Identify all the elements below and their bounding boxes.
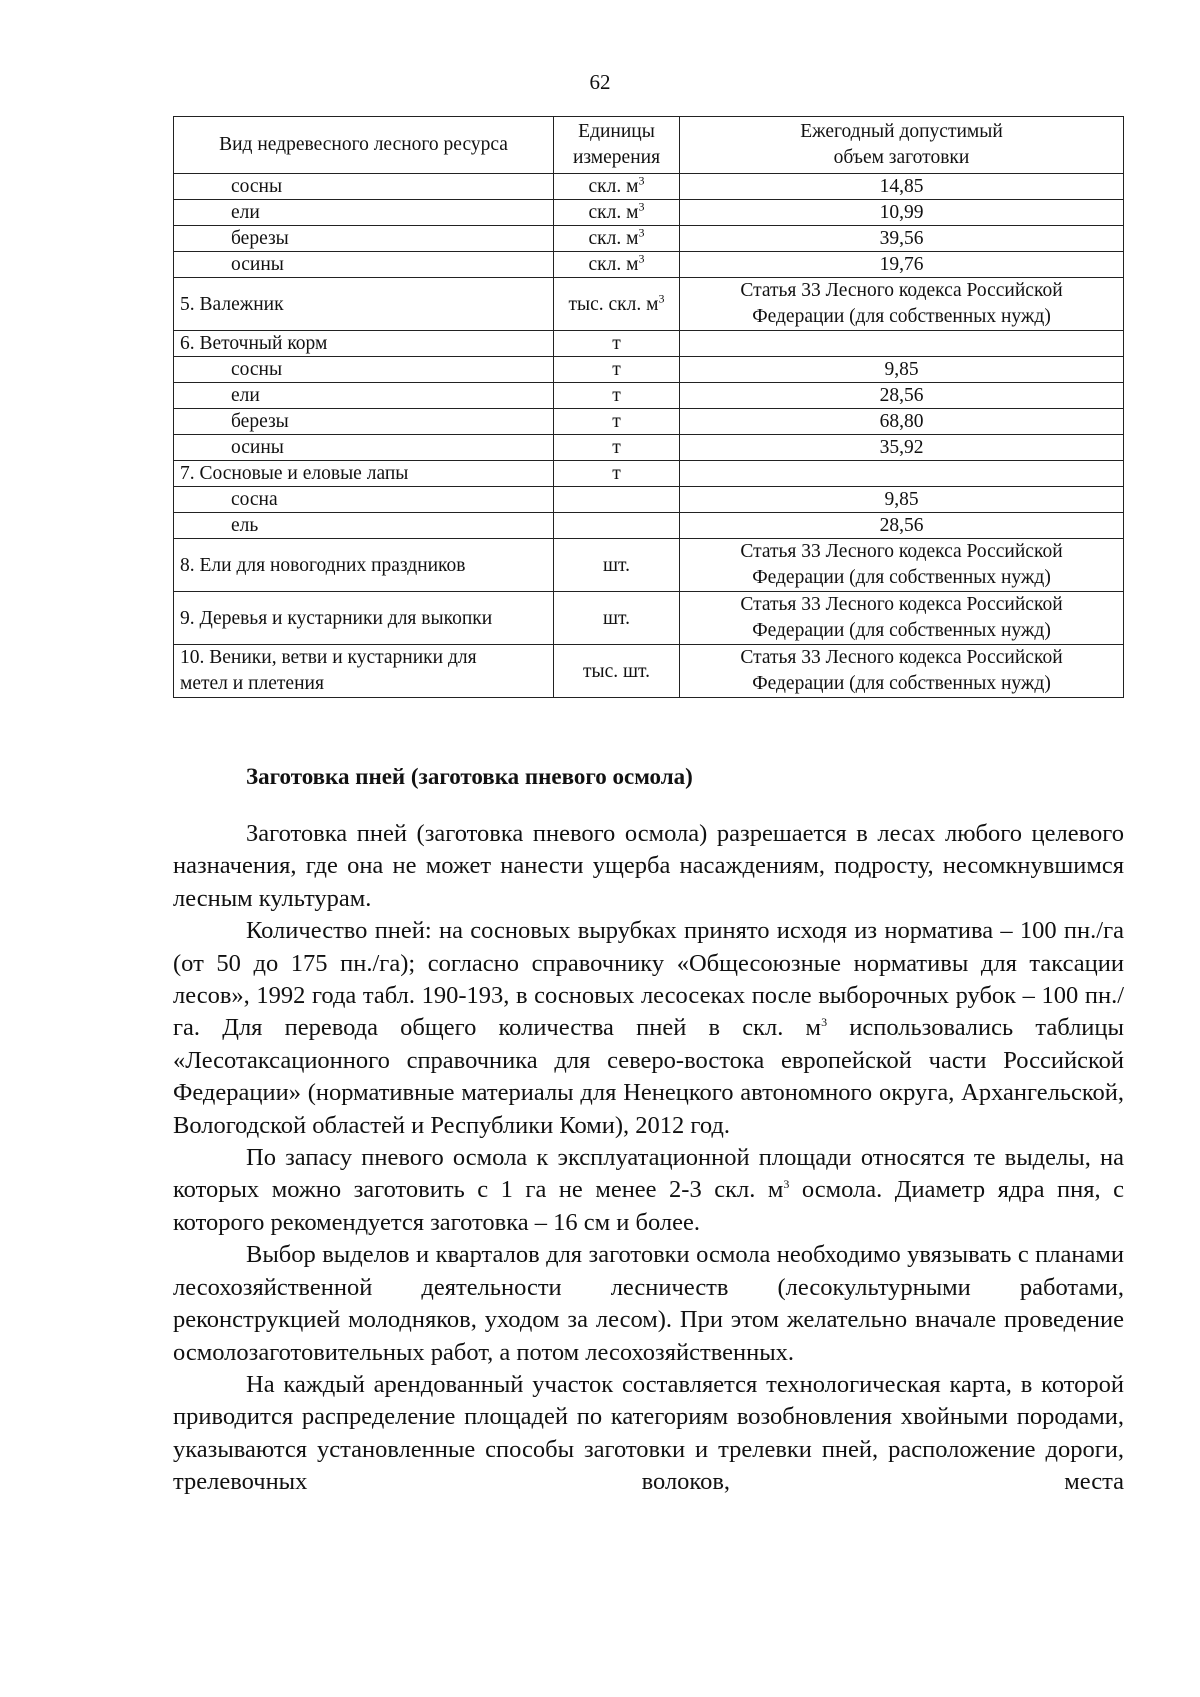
table-row [174,592,1124,645]
row-unit [554,487,680,513]
row-unit: скл. $м^3$ [554,200,680,226]
paragraph-3: По запасу пневого осмола к эксплуатационной площади относятся те выделы, на которых можно заготовить с 1 га не менее 2-3 скл. $м^3$ осмола. Диаметр ядра пня, с которого рекомендуется заготовка – 16 см и более. [173,1144,1124,1236]
row-name: березы [174,226,554,252]
paragraph-2: Количество пней: на сосновых вырубках принято исходя из норматива – 100 пн./га (от 50 до 175 пн./га); согласно справочнику «Общесоюзные нормативы для таксации лесов», 1992 года табл. 190-193, в сосновых лесосеках после выборочных рубок – 100 пн./га. Для перевода общего количества пней в скл. $м^3$ использовались таблицы «Лесотаксационного справочника для северо-востока европейской части Российской Федерации» (нормативные материалы для Ненецкого автономного округа, Архангельской, Вологодской областей и Республики Коми), 2012 год. [173,917,1124,1139]
table-row [174,409,1124,435]
section-heading: Заготовка пней (заготовка пневого осмола) [246,764,693,789]
header-resource: Вид недревесного лесного ресурса [174,117,554,174]
table-row [174,174,1124,200]
row-name: 5. Валежник [174,278,554,331]
row-name: 10. Веники, ветви и кустарники для метел и плетения [174,645,554,698]
row-value: 35,92 [680,435,1124,461]
table-row [174,278,1124,331]
row-name: 7. Сосновые и еловые лапы [174,461,554,487]
row-value: 39,56 [680,226,1124,252]
row-unit: тыс. скл. $м^3$ [554,278,680,331]
row-unit: т [554,409,680,435]
row-value: 9,85 [680,357,1124,383]
paragraph-1: Заготовка пней (заготовка пневого осмола) разрешается в лесах любого целевого назначения, где она не может нанести ущерба насаждениям, подросту, несомкнувшимся лесным культурам. [173,820,1124,912]
table-row [174,200,1124,226]
row-unit: скл. $м^3$ [554,174,680,200]
paragraph-4: Выбор выделов и кварталов для заготовки осмола необходимо увязывать с планами лесохозяйственной деятельности лесничеств (лесокультурными работами, реконструкцией молодняков, уходом за лесом). При этом желательно вначале проведение осмолозаготовительных работ, а потом лесохозяйственных. [173,1241,1124,1366]
paragraph-5: На каждый арендованный участок составляется технологическая карта, в которой приводится распределение площадей по категориям возобновления хвойными породами, указываются установленные способы заготовки и трелевки пней, расположение дороги, трелевочных волоков, места [173,1370,1124,1496]
row-name: сосны [174,357,554,383]
row-name: осины [174,252,554,278]
row-name: сосна [174,487,554,513]
row-value: Статья 33 Лесного кодекса Российской Федерации (для собственных нужд) [680,539,1124,592]
table-header-row [174,117,1124,174]
row-name: ель [174,513,554,539]
row-unit: шт. [554,539,680,592]
row-value: Статья 33 Лесного кодекса Российской Федерации (для собственных нужд) [680,592,1124,645]
row-name: ели [174,383,554,409]
row-unit: шт. [554,592,680,645]
row-unit: скл. $м^3$ [554,226,680,252]
row-value: Статья 33 Лесного кодекса Российской Федерации (для собственных нужд) [680,278,1124,331]
row-unit: т [554,383,680,409]
row-unit [554,513,680,539]
table-row [174,539,1124,592]
row-name: 9. Деревья и кустарники для выкопки [174,592,554,645]
row-name: 8. Ели для новогодних праздников [174,539,554,592]
row-value [680,331,1124,357]
row-unit: т [554,331,680,357]
row-value: 28,56 [680,513,1124,539]
row-name: 6. Веточный корм [174,331,554,357]
row-unit: тыс. шт. [554,645,680,698]
table-row [174,645,1124,698]
row-name: березы [174,409,554,435]
section-body [173,818,1124,1499]
row-value: 68,80 [680,409,1124,435]
row-unit: скл. $м^3$ [554,252,680,278]
row-unit: т [554,461,680,487]
row-value: Статья 33 Лесного кодекса Российской Федерации (для собственных нужд) [680,645,1124,698]
row-name: сосны [174,174,554,200]
table-row [174,226,1124,252]
table-row [174,331,1124,357]
table-row [174,435,1124,461]
resource-table [173,116,1124,698]
row-name: ели [174,200,554,226]
table-row [174,487,1124,513]
row-value: 10,99 [680,200,1124,226]
row-unit: т [554,435,680,461]
row-value: 28,56 [680,383,1124,409]
table-row [174,383,1124,409]
table-row [174,357,1124,383]
row-value: 14,85 [680,174,1124,200]
table-row [174,252,1124,278]
header-volume: Ежегодный допустимый объем заготовки [680,117,1124,174]
row-unit: т [554,357,680,383]
header-units: Единицы измерения [554,117,680,174]
table-row [174,461,1124,487]
row-name: осины [174,435,554,461]
row-value [680,461,1124,487]
row-value: 19,76 [680,252,1124,278]
table-row [174,513,1124,539]
page-number: 62 [589,70,611,94]
row-value: 9,85 [680,487,1124,513]
